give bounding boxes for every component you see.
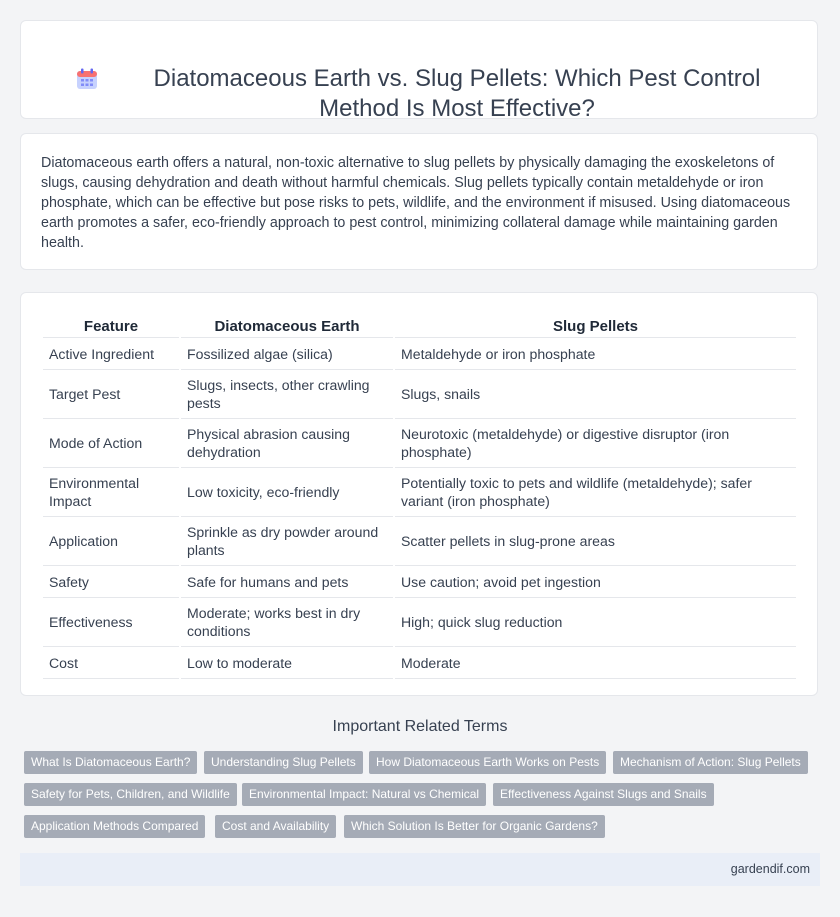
table-row bbox=[43, 566, 796, 598]
table-cell: Moderate; works best in dry conditions bbox=[181, 598, 393, 647]
table-row bbox=[43, 598, 796, 647]
comparison-table-card bbox=[20, 292, 818, 696]
table-cell: Slugs, insects, other crawling pests bbox=[181, 370, 393, 419]
related-term-chip[interactable]: Mechanism of Action: Slug Pellets bbox=[613, 751, 808, 774]
table-cell: Safety bbox=[43, 566, 179, 598]
calendar-icon bbox=[75, 67, 99, 91]
related-term-chip[interactable]: Application Methods Compared bbox=[24, 815, 205, 838]
table-row bbox=[43, 468, 796, 517]
table-cell: Slugs, snails bbox=[395, 370, 796, 419]
table-cell: Effectiveness bbox=[43, 598, 179, 647]
table-cell: Sprinkle as dry powder around plants bbox=[181, 517, 393, 566]
related-term-chip[interactable]: Understanding Slug Pellets bbox=[204, 751, 363, 774]
related-terms-heading: Important Related Terms bbox=[332, 718, 508, 735]
table-cell: Use caution; avoid pet ingestion bbox=[395, 566, 796, 598]
table-cell: Metaldehyde or iron phosphate bbox=[395, 338, 796, 370]
table-cell: Environmental Impact bbox=[43, 468, 179, 517]
table-row bbox=[43, 517, 796, 566]
related-term-chip[interactable]: What Is Diatomaceous Earth? bbox=[24, 751, 197, 774]
column-header-feature: Feature bbox=[43, 315, 179, 338]
table-cell: Safe for humans and pets bbox=[181, 566, 393, 598]
column-header-slug-pellets: Slug Pellets bbox=[395, 315, 796, 338]
table-cell: Fossilized algae (silica) bbox=[181, 338, 393, 370]
table-cell: Active Ingredient bbox=[43, 338, 179, 370]
title-card bbox=[20, 20, 818, 122]
table-cell: Cost bbox=[43, 647, 179, 679]
comparison-table bbox=[41, 315, 798, 679]
table-cell: Scatter pellets in slug-prone areas bbox=[395, 517, 796, 566]
table-row bbox=[43, 647, 796, 679]
table-row bbox=[43, 419, 796, 468]
table-cell: Physical abrasion causing dehydration bbox=[181, 419, 393, 468]
column-header-diatomaceous-earth: Diatomaceous Earth bbox=[181, 315, 393, 338]
table-cell: Low toxicity, eco-friendly bbox=[181, 468, 393, 517]
related-term-chip[interactable]: Effectiveness Against Slugs and Snails bbox=[493, 783, 714, 806]
footer bbox=[20, 853, 820, 886]
table-row bbox=[43, 338, 796, 370]
table-cell: Potentially toxic to pets and wildlife (metaldehyde); safer variant (iron phosphate) bbox=[395, 468, 796, 517]
footer-site-link[interactable]: gardendif.com bbox=[730, 862, 810, 876]
table-cell: Moderate bbox=[395, 647, 796, 679]
related-term-chip[interactable]: Safety for Pets, Children, and Wildlife bbox=[24, 783, 237, 806]
table-header-row bbox=[43, 315, 796, 338]
intro-card bbox=[20, 133, 818, 270]
table-cell: Mode of Action bbox=[43, 419, 179, 468]
related-term-chip[interactable]: Environmental Impact: Natural vs Chemical bbox=[242, 783, 486, 806]
related-term-chip[interactable]: Which Solution Is Better for Organic Gardens? bbox=[344, 815, 605, 838]
related-term-chip[interactable]: Cost and Availability bbox=[215, 815, 336, 838]
table-cell: Target Pest bbox=[43, 370, 179, 419]
table-cell: Neurotoxic (metaldehyde) or digestive disruptor (iron phosphate) bbox=[395, 419, 796, 468]
table-cell: Application bbox=[43, 517, 179, 566]
table-row bbox=[43, 370, 796, 419]
related-term-chip[interactable]: How Diatomaceous Earth Works on Pests bbox=[369, 751, 606, 774]
table-cell: Low to moderate bbox=[181, 647, 393, 679]
page-title: Diatomaceous Earth vs. Slug Pellets: Which Pest Control Method Is Most Effective? bbox=[153, 65, 761, 122]
intro-paragraph: Diatomaceous earth offers a natural, non-toxic alternative to slug pellets by physically damaging the exoskeletons of slugs, causing dehydration and death without harmful chemicals. Slug pellets typically contain metaldehyde or iron phosphate, which can be effective but pose risks to pets, wildlife, and the environment if misused. Using diatomaceous earth promotes a safer, eco-friendly approach to pest control, minimizing collateral damage while maintaining garden health. bbox=[41, 155, 791, 251]
table-cell: High; quick slug reduction bbox=[395, 598, 796, 647]
